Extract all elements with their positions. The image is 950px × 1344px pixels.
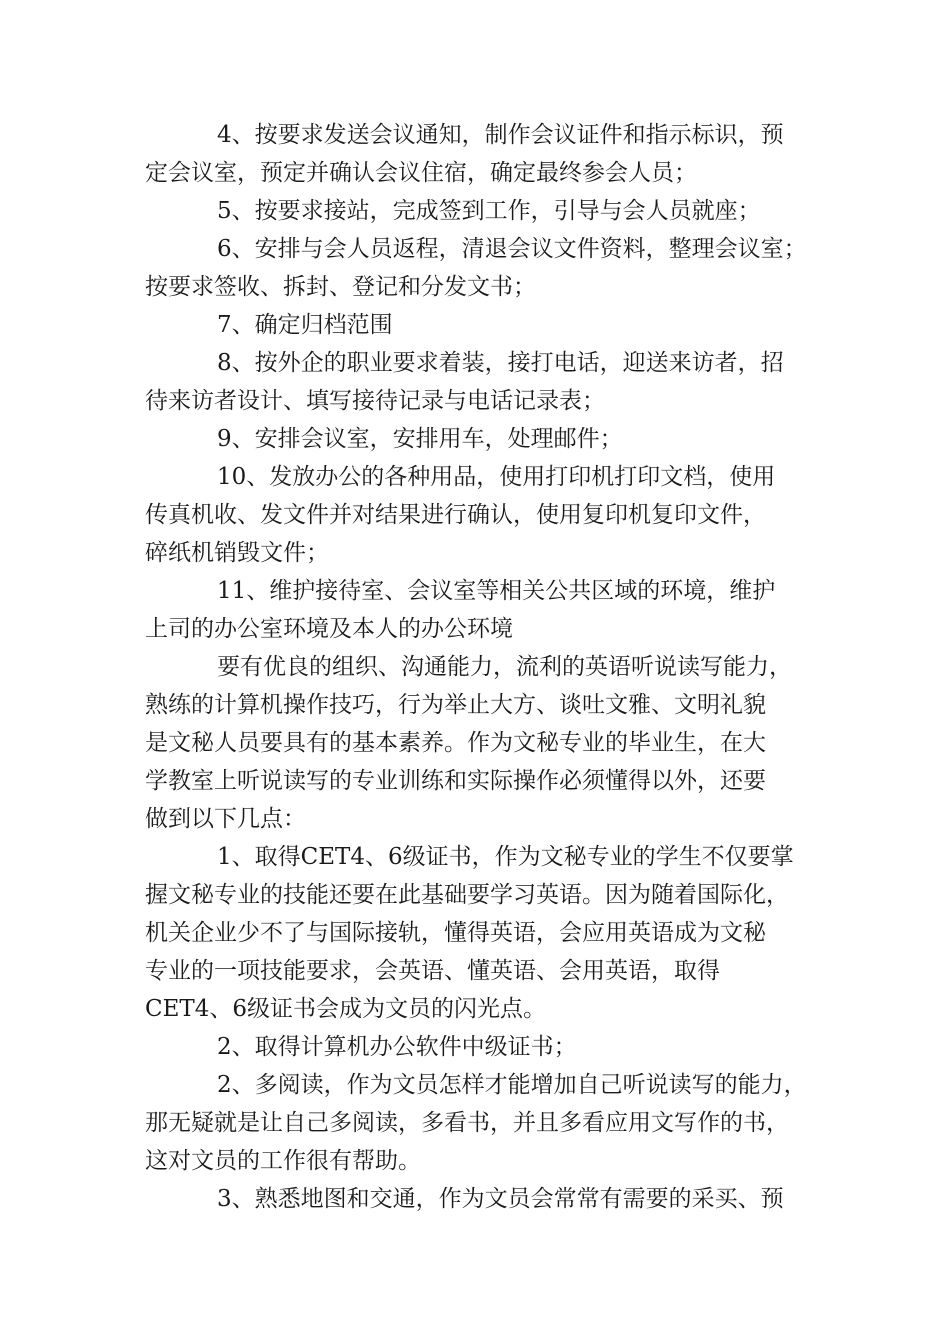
paragraph-point-3 [145,1180,825,1218]
text-line: 3、熟悉地图和交通，作为文员会常常有需要的采买、预 [217,1186,784,1212]
text-line: 5、按要求接站，完成签到工作，引导与会人员就座； [217,198,761,224]
text-line: 做到以下几点： [145,806,306,832]
paragraph-item-9 [145,420,825,458]
text-line: 待来访者设计、填写接待记录与电话记录表； [145,388,605,414]
paragraph-requirements [145,648,825,838]
text-line: 这对文员的工作很有帮助。 [145,1148,421,1174]
paragraph-item-10 [145,458,825,572]
text-line: 上司的办公室环境及本人的办公环境 [145,616,513,642]
text-line: 握文秘专业的技能还要在此基础要学习英语。因为随着国际化， [145,882,789,908]
text-line: CET4、6级证书会成为文员的闪光点。 [145,996,546,1022]
text-line: 8、按外企的职业要求着装，接打电话，迎送来访者，招 [217,350,784,376]
text-line: 那无疑就是让自己多阅读，多看书，并且多看应用文写作的书， [145,1110,789,1136]
text-line: 按要求签收、拆封、登记和分发文书； [145,274,536,300]
document-body [145,116,825,1218]
paragraph-item-5 [145,192,825,230]
text-line: 机关企业少不了与国际接轨，懂得英语，会应用英语成为文秘 [145,920,766,946]
text-line: 1、取得CET4、6级证书，作为文秘专业的学生不仅要掌 [217,844,794,870]
paragraph-point-2b [145,1066,825,1180]
text-line: 碎纸机销毁文件； [145,540,329,566]
text-line: 要有优良的组织、沟通能力，流利的英语听说读写能力， [217,654,792,680]
text-line: 是文秘人员要具有的基本素养。作为文秘专业的毕业生，在大 [145,730,766,756]
paragraph-item-7 [145,306,825,344]
paragraph-point-2a [145,1028,825,1066]
text-line: 熟练的计算机操作技巧，行为举止大方、谈吐文雅、文明礼貌 [145,692,766,718]
text-line: 4、按要求发送会议通知，制作会议证件和指示标识，预 [217,122,784,148]
text-line: 7、确定归档范围 [217,312,393,338]
text-line: 2、取得计算机办公软件中级证书； [217,1034,577,1060]
paragraph-item-11 [145,572,825,648]
text-line: 9、安排会议室，安排用车，处理邮件； [217,426,623,452]
text-line: 6、安排与会人员返程，清退会议文件资料，整理会议室； [217,236,807,262]
text-line: 10、发放办公的各种用品，使用打印机打印文档，使用 [217,464,776,490]
paragraph-item-4 [145,116,825,192]
paragraph-item-8 [145,344,825,420]
paragraph-item-6 [145,230,825,306]
text-line: 11、维护接待室、会议室等相关公共区域的环境，维护 [217,578,776,604]
text-line: 专业的一项技能要求，会英语、懂英语、会用英语，取得 [145,958,720,984]
text-line: 传真机收、发文件并对结果进行确认，使用复印机复印文件， [145,502,766,528]
text-line: 2、多阅读，作为文员怎样才能增加自己听说读写的能力， [217,1072,807,1098]
text-line: 定会议室，预定并确认会议住宿，确定最终参会人员； [145,160,697,186]
paragraph-point-1 [145,838,825,1028]
text-line: 学教室上听说读写的专业训练和实际操作必须懂得以外，还要 [145,768,766,794]
